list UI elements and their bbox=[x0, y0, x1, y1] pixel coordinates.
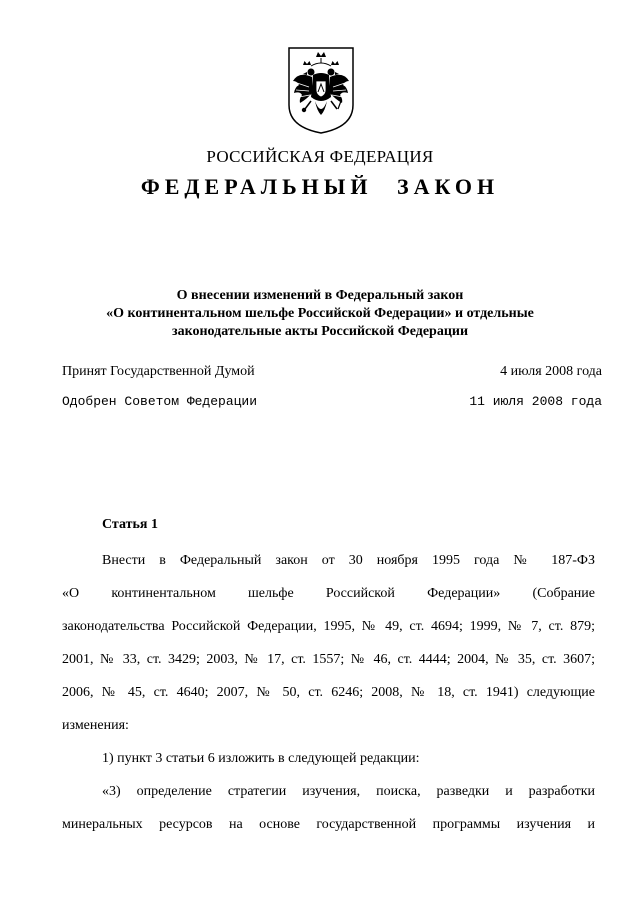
country-name: РОССИЙСКАЯ ФЕДЕРАЦИЯ bbox=[206, 147, 434, 166]
coat-of-arms-icon bbox=[285, 45, 357, 135]
body-line: «3) определение стратегии изучения, поиска, разведки и разработки bbox=[102, 784, 595, 799]
body-line: 2006, № 45, ст. 4640; 2007, № 50, ст. 6246; 2008, № 18, ст. 1941) следующие bbox=[62, 685, 595, 700]
law-title bbox=[60, 287, 580, 341]
body-line: 1) пункт 3 статьи 6 изложить в следующей редакции: bbox=[102, 751, 420, 766]
article-heading: Статья 1 bbox=[102, 517, 158, 532]
council-approval-label: Одобрен Советом Федерации bbox=[62, 394, 258, 409]
duma-adoption-row bbox=[62, 364, 602, 384]
article-body bbox=[62, 544, 595, 841]
duma-adoption-label: Принят Государственной Думой bbox=[62, 364, 255, 379]
duma-adoption-date: 4 июля 2008 года bbox=[500, 364, 602, 379]
body-line: Внести в Федеральный закон от 30 ноября 1995 года № 187-ФЗ bbox=[102, 553, 595, 568]
body-line: «О континентальном шельфе Российской Федерации» (Собрание bbox=[62, 586, 595, 601]
body-line: изменения: bbox=[62, 718, 129, 733]
law-title-line: законодательные акты Российской Федерации bbox=[171, 324, 469, 339]
law-type-heading: ФЕДЕРАЛЬНЫЙ ЗАКОН bbox=[140, 174, 500, 199]
law-title-line: О внесении изменений в Федеральный закон bbox=[176, 288, 464, 303]
council-approval-date: 11 июля 2008 года bbox=[469, 394, 602, 409]
body-line: 2001, № 33, ст. 3429; 2003, № 17, ст. 1557; № 46, ст. 4444; 2004, № 35, ст. 3607; bbox=[62, 652, 595, 667]
council-approval-row bbox=[62, 394, 602, 414]
body-line: законодательства Российской Федерации, 1995, № 49, ст. 4694; 1999, № 7, ст. 879; bbox=[62, 619, 595, 634]
law-title-line: «О континентальном шельфе Российской Федерации» и отдельные bbox=[106, 306, 534, 321]
body-line: минеральных ресурсов на основе государственной программы изучения и bbox=[62, 817, 595, 832]
